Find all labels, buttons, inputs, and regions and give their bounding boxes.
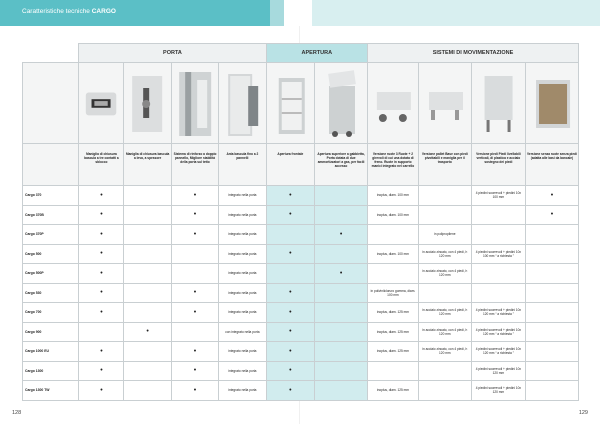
table-row <box>23 381 579 401</box>
cell-c10 <box>525 303 578 323</box>
spec-table-wrap <box>22 43 579 401</box>
table-row <box>23 303 579 323</box>
cell-c8 <box>418 381 471 401</box>
label-row-blank <box>23 144 79 186</box>
cell-c10 <box>525 361 578 381</box>
cell-c9: 4 piedini scorrevoli + piedini 10x 120 mm “ a richiesta ” <box>471 322 525 342</box>
cell-c6 <box>315 186 368 206</box>
table-row <box>23 342 579 362</box>
cell-c3 <box>171 264 218 284</box>
row-name: Cargo 1000 EU <box>23 342 79 362</box>
table-row <box>23 264 579 284</box>
cell-c10 <box>525 342 578 362</box>
col-label-5: Apertura frontale <box>266 144 314 186</box>
cell-c5: • <box>266 283 314 303</box>
cell-c2 <box>124 264 171 284</box>
row-name: Cargo 700 <box>23 303 79 323</box>
photo-wheels <box>368 63 419 144</box>
table-row <box>23 322 579 342</box>
col-label-7: Versione ruote 3 Ruote + 2 girevoli di cui una dotata di freno. Ruote in supporto manici integrato nel carrello <box>368 144 419 186</box>
col-label-9: Versione piedi Piedi livellabili verticali, di plastica e acciaio sostegno dei piedi <box>471 144 525 186</box>
cell-c2 <box>124 205 171 225</box>
cell-c10: • <box>525 186 578 206</box>
cell-c2 <box>124 244 171 264</box>
cell-c8 <box>418 283 471 303</box>
cell-c4: integrato nella porta <box>219 283 266 303</box>
cell-c3: • <box>171 283 218 303</box>
cell-c9: 4 piedini scorrevoli + piedini 10x 100 mm <box>471 186 525 206</box>
cell-c6 <box>315 342 368 362</box>
col-label-10: Versione senza ruote senza piedi (adatta alle basi da bancale) <box>525 144 578 186</box>
cell-c6: • <box>315 264 368 284</box>
cell-c1: • <box>79 205 124 225</box>
photo-top-open <box>315 63 368 144</box>
photo-no-wheels <box>525 63 578 144</box>
page-number-left: 128 <box>12 410 22 416</box>
cell-c9 <box>471 264 525 284</box>
table-row <box>23 205 579 225</box>
cell-c3 <box>171 322 218 342</box>
cell-c5 <box>266 225 314 245</box>
cell-c10 <box>525 381 578 401</box>
table-row <box>23 244 579 264</box>
cell-c10 <box>525 283 578 303</box>
cell-c2 <box>124 225 171 245</box>
cell-c8: in acciaio zincato, con 4 piedi, h 120 mm <box>418 322 471 342</box>
cell-c6 <box>315 283 368 303</box>
cell-c8 <box>418 361 471 381</box>
table-row <box>23 225 579 245</box>
col-label-8: Versione pallet Base con piedi pivottabili e maniglia per il trasporto <box>418 144 471 186</box>
cell-c3 <box>171 244 218 264</box>
cell-c10 <box>525 322 578 342</box>
cell-c1: • <box>79 303 124 323</box>
cell-c4: integrato nella porta <box>219 361 266 381</box>
cell-c4: integrato nella porta <box>219 303 266 323</box>
cell-c5: • <box>266 322 314 342</box>
cell-c1: • <box>79 244 124 264</box>
photo-front-open <box>266 63 314 144</box>
table-row <box>23 186 579 206</box>
cell-c7: inoplus, diam. 100 mm <box>368 244 419 264</box>
cell-c7 <box>368 225 419 245</box>
cell-c6 <box>315 205 368 225</box>
cell-c8: in acciaio zincato, con 4 piedi, h 120 mm <box>418 264 471 284</box>
table-row <box>23 283 579 303</box>
row-name: Cargo 370B <box>23 205 79 225</box>
cell-c4: integrato nella porta <box>219 205 266 225</box>
banner-band-mid <box>270 0 284 26</box>
cell-c9: 4 piedini scorrevoli + piedini 10x 120 mm “ a richiesta ” <box>471 342 525 362</box>
row-name: Cargo 500P <box>23 264 79 284</box>
cell-c7: inoplus, diam. 100 mm <box>368 205 419 225</box>
group-apertura: APERTURA <box>266 44 367 63</box>
cell-c8 <box>418 205 471 225</box>
cell-c5: • <box>266 342 314 362</box>
cell-c5: • <box>266 205 314 225</box>
table-row <box>23 361 579 381</box>
cell-c9 <box>471 205 525 225</box>
cell-c7: inoplus, diam. 125 mm <box>368 381 419 401</box>
cell-c10: • <box>525 205 578 225</box>
cell-c2 <box>124 361 171 381</box>
col-label-6: Apertura superiore a gabbietta, Porta dotata di due ammortizzatori a gas, per facili accesso <box>315 144 368 186</box>
photo-reinforce <box>171 63 218 144</box>
cell-c9 <box>471 283 525 303</box>
cell-c2 <box>124 186 171 206</box>
col-label-4: Anta bascula fino a 2 pannelli <box>219 144 266 186</box>
page-number-right: 129 <box>578 410 588 416</box>
corner-cell <box>23 44 79 63</box>
cell-c5: • <box>266 303 314 323</box>
row-name: Cargo 370P <box>23 225 79 245</box>
cell-c1: • <box>79 225 124 245</box>
cell-c3: • <box>171 361 218 381</box>
cell-c3: • <box>171 205 218 225</box>
cell-c3: • <box>171 225 218 245</box>
cell-c5 <box>266 264 314 284</box>
cell-c5: • <box>266 244 314 264</box>
col-label-3: Sistema di rinforzo a doppio pannello, Migliore stabilità della porta sul tetto <box>171 144 218 186</box>
cell-c6 <box>315 244 368 264</box>
cell-c9: 4 piedini scorrevoli + piedini 10x 120 mm <box>471 381 525 401</box>
image-row-blank <box>23 63 79 144</box>
cell-c10 <box>525 225 578 245</box>
cell-c5: • <box>266 381 314 401</box>
cell-c4: integrato nella porta <box>219 186 266 206</box>
row-name: Cargo 900 <box>23 322 79 342</box>
cell-c3: • <box>171 381 218 401</box>
cell-c7 <box>368 264 419 284</box>
cell-c4: integrato nella porta <box>219 225 266 245</box>
cell-c10 <box>525 264 578 284</box>
cell-c9: 4 piedini scorrevoli + piedini 10x 120 mm “ a richiesta ” <box>471 303 525 323</box>
cell-c8: in polipropilene <box>418 225 471 245</box>
row-name: Cargo 1300 <box>23 361 79 381</box>
cell-c4: integrato nella porta <box>219 381 266 401</box>
photo-pallet <box>418 63 471 144</box>
row-name: Cargo 1300 TW <box>23 381 79 401</box>
row-name: Cargo 370 <box>23 186 79 206</box>
cell-c6: • <box>315 225 368 245</box>
cell-c9: 4 piedini scorrevoli + piedini 10x 120 mm <box>471 361 525 381</box>
cell-c1: • <box>79 186 124 206</box>
cell-c9: 4 piedini scorrevoli + piedini 10x 100 mm “ a richiesta ” <box>471 244 525 264</box>
photo-handle-1 <box>79 63 124 144</box>
col-label-1: Maniglia di chiusura bascula a tre contatti a sblocco <box>79 144 124 186</box>
cell-c1: • <box>79 264 124 284</box>
cell-c7: inoplus, diam. 125 mm <box>368 322 419 342</box>
cell-c3: • <box>171 303 218 323</box>
cell-c7: inoplus, diam. 100 mm <box>368 186 419 206</box>
cell-c6 <box>315 361 368 381</box>
cell-c2 <box>124 381 171 401</box>
cell-c3: • <box>171 342 218 362</box>
cell-c7: inoplus, diam. 125 mm <box>368 303 419 323</box>
cell-c9 <box>471 225 525 245</box>
cell-c8: in acciaio zincato, con 4 piedi, h 120 mm <box>418 244 471 264</box>
photo-handle-2 <box>124 63 171 144</box>
cell-c6 <box>315 381 368 401</box>
cell-c8: in acciaio zincato, con 4 piedi, h 120 mm <box>418 303 471 323</box>
cell-c5: • <box>266 361 314 381</box>
photo-feet <box>471 63 525 144</box>
cell-c2 <box>124 303 171 323</box>
page-title: Caratteristiche tecniche CARGO <box>22 8 116 15</box>
cell-c1: • <box>79 283 124 303</box>
banner-band-light <box>312 0 600 26</box>
col-label-2: Maniglia di chiusura bascula a leva, a spessore <box>124 144 171 186</box>
cell-c4: con integrato nella porta <box>219 322 266 342</box>
cell-c7 <box>368 361 419 381</box>
cell-c8: in acciaio zincato, con 4 piedi, h 120 mm <box>418 342 471 362</box>
photo-door <box>219 63 266 144</box>
spec-table <box>22 43 579 401</box>
cell-c10 <box>525 244 578 264</box>
cell-c2 <box>124 342 171 362</box>
group-sistemi: SISTEMI DI MOVIMENTAZIONE <box>368 44 579 63</box>
cell-c7: inoplus, diam. 125 mm <box>368 342 419 362</box>
row-name: Cargo 500 <box>23 244 79 264</box>
cell-c1: • <box>79 342 124 362</box>
cell-c3: • <box>171 186 218 206</box>
cell-c2 <box>124 283 171 303</box>
cell-c2: • <box>124 322 171 342</box>
cell-c4: integrato nella porta <box>219 244 266 264</box>
group-porta: PORTA <box>79 44 266 63</box>
cell-c4: integrato nella porta <box>219 264 266 284</box>
row-name: Cargo 530 <box>23 283 79 303</box>
cell-c1: • <box>79 381 124 401</box>
cell-c6 <box>315 322 368 342</box>
cell-c6 <box>315 303 368 323</box>
cell-c5: • <box>266 186 314 206</box>
top-banner <box>0 0 600 26</box>
cell-c7: in polivinilcloruro gomma, diam. 100 mm <box>368 283 419 303</box>
cell-c1 <box>79 322 124 342</box>
cell-c4: integrato nella porta <box>219 342 266 362</box>
cell-c8 <box>418 186 471 206</box>
cell-c1: • <box>79 361 124 381</box>
